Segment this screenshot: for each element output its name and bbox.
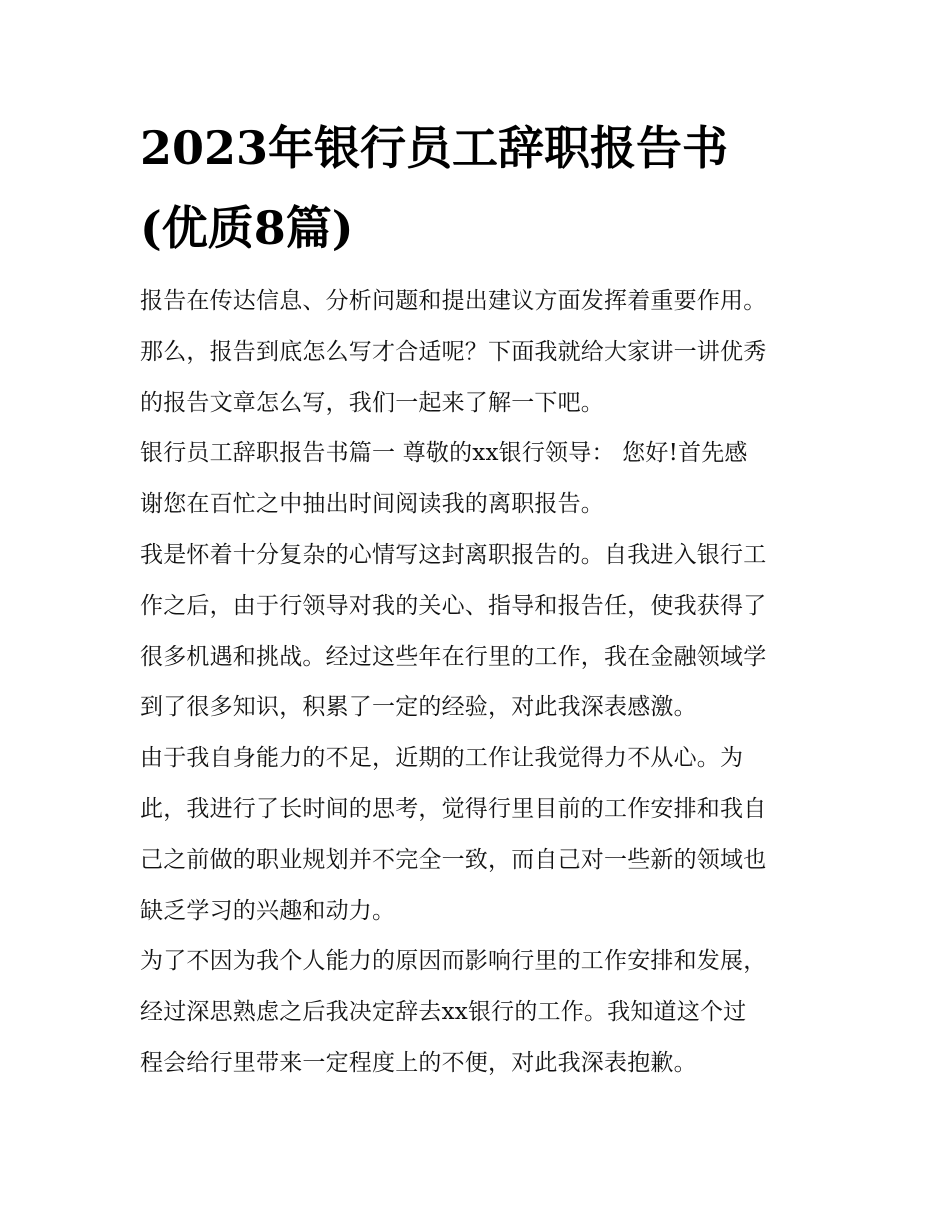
body-line-9: 到了很多知识，积累了一定的经验，对此我深表感激。 — [140, 694, 697, 720]
body-line-11: 此，我进行了长时间的思考，觉得行里目前的工作安排和我自 — [140, 796, 767, 822]
body-line-3: 的报告文章怎么写，我们一起来了解一下吧。 — [140, 390, 604, 416]
body-line-16: 程会给行里带来一定程度上的不便，对此我深表抱歉。 — [140, 1050, 697, 1076]
body-line-10: 由于我自身能力的不足，近期的工作让我觉得力不从心。为 — [140, 745, 744, 771]
body-line-1: 报告在传达信息、分析问题和提出建议方面发挥着重要作用。 — [140, 288, 767, 314]
body-line-6: 我是怀着十分复杂的心情写这封离职报告的。自我进入银行工 — [140, 542, 767, 568]
body-line-13: 缺乏学习的兴趣和动力。 — [140, 898, 396, 924]
body-line-14: 为了不因为我个人能力的原因而影响行里的工作安排和发展， — [140, 948, 767, 974]
body-line-2: 那么，报告到底怎么写才合适呢？下面我就给大家讲一讲优秀 — [140, 339, 767, 365]
body-line-8: 很多机遇和挑战。经过这些年在行里的工作，我在金融领域学 — [140, 644, 767, 670]
title-line-1: 2023年银行员工辞职报告书 — [140, 121, 729, 175]
body-line-5: 谢您在百忙之中抽出时间阅读我的离职报告。 — [140, 491, 604, 517]
title-line-2: (优质8篇) — [140, 201, 354, 255]
body-line-4: 银行员工辞职报告书篇一 尊敬的xx银行领导： 您好!首先感 — [140, 440, 748, 466]
body-line-12: 己之前做的职业规划并不完全一致，而自己对一些新的领域也 — [140, 847, 767, 873]
body-line-7: 作之后，由于行领导对我的关心、指导和报告任，使我获得了 — [140, 593, 767, 619]
body-line-15: 经过深思熟虑之后我决定辞去xx银行的工作。我知道这个过 — [140, 999, 747, 1025]
